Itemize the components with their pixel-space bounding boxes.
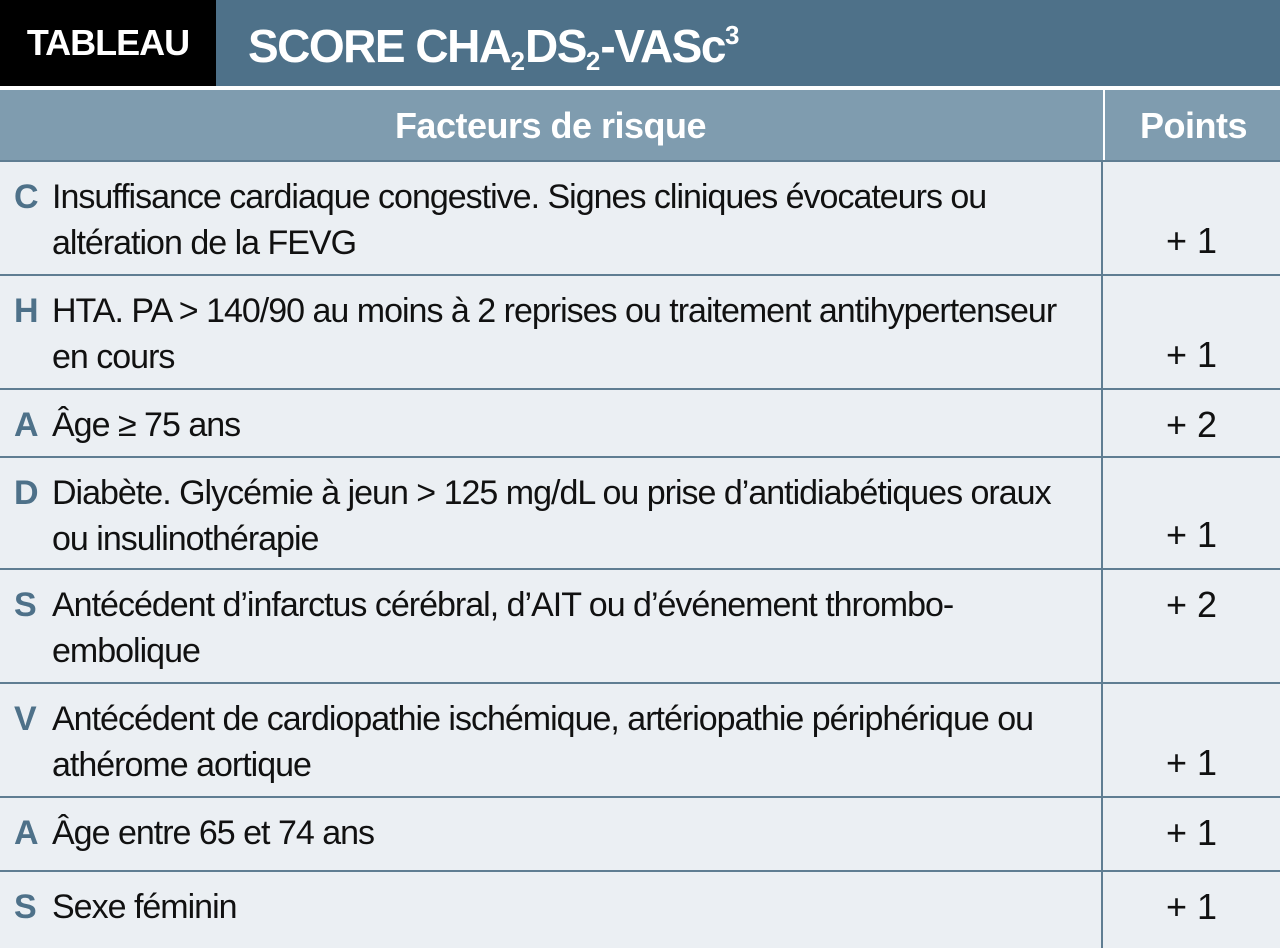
table-header-row — [0, 90, 1280, 160]
row-letter: S — [14, 586, 37, 624]
row-letter: C — [14, 178, 39, 216]
row-letter: H — [14, 292, 39, 330]
row-points: + 1 — [1165, 514, 1218, 555]
row-text: Antécédent d’infarctus cérébral, d’AIT ou d’événement thrombo-embolique — [52, 586, 954, 670]
row-points: + 1 — [1165, 812, 1218, 853]
row-points-cell — [1101, 276, 1280, 388]
row-text: Diabète. Glycémie à jeun > 125 mg/dL ou prise d’antidiabétiques oraux ou insulinothérapie — [52, 474, 1051, 558]
column-header-points: Points — [1103, 90, 1280, 160]
title-part-a: SCORE CHA — [248, 20, 511, 72]
row-points-cell — [1101, 798, 1280, 870]
table-row-a2 — [0, 796, 1280, 870]
table-row-a — [0, 388, 1280, 456]
row-letter: S — [14, 888, 37, 926]
row-text: Sexe féminin — [52, 888, 237, 926]
title-part-b: DS — [525, 20, 586, 72]
table-title — [248, 0, 739, 86]
column-header-factors: Facteurs de risque — [394, 105, 707, 146]
row-points-cell — [1101, 458, 1280, 568]
row-points-cell — [1101, 162, 1280, 274]
row-text: Insuffisance cardiaque congestive. Signes cliniques évocateurs ou altération de la FEVG — [52, 178, 987, 262]
score-table — [0, 90, 1280, 948]
row-points-cell — [1101, 684, 1280, 796]
row-points: + 1 — [1165, 886, 1218, 927]
table-row-s2 — [0, 870, 1280, 948]
table-row-s — [0, 568, 1280, 682]
table-row-h — [0, 274, 1280, 388]
table-row-v — [0, 682, 1280, 796]
row-letter: V — [14, 700, 37, 738]
row-text: Âge ≥ 75 ans — [52, 406, 241, 444]
row-text: Antécédent de cardiopathie ischémique, artériopathie périphérique ou athérome aortique — [52, 700, 1034, 784]
row-text: HTA. PA > 140/90 au moins à 2 reprises ou traitement antihypertenseur en cours — [52, 292, 1057, 376]
row-points: + 1 — [1165, 334, 1218, 375]
title-footnote-ref: 3 — [724, 20, 740, 50]
row-letter: A — [14, 406, 39, 444]
row-letter: D — [14, 474, 39, 512]
row-points-cell — [1101, 570, 1280, 682]
row-points-cell — [1101, 872, 1280, 948]
row-text: Âge entre 65 et 74 ans — [52, 814, 375, 852]
title-bar — [0, 0, 1280, 86]
row-points: + 1 — [1165, 220, 1218, 261]
table-row-d — [0, 456, 1280, 568]
title-sub-2: 2 — [585, 46, 601, 76]
table-row-c — [0, 160, 1280, 274]
row-points: + 2 — [1165, 584, 1218, 625]
row-letter: A — [14, 814, 39, 852]
title-sub-1: 2 — [510, 46, 525, 76]
tableau-tag: TABLEAU — [0, 0, 216, 86]
row-points: + 2 — [1165, 404, 1218, 445]
row-points: + 1 — [1165, 742, 1218, 783]
row-points-cell — [1101, 390, 1280, 456]
title-part-c: -VASc — [600, 20, 725, 72]
